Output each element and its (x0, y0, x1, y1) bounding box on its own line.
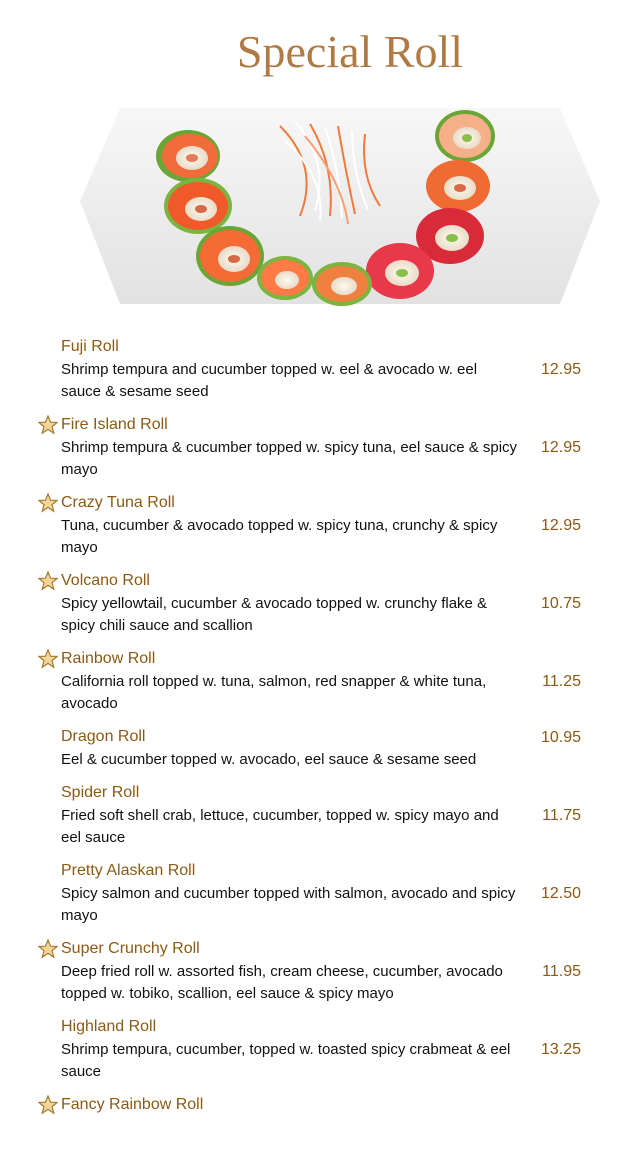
item-price: 13.25 (540, 1041, 581, 1058)
item-description: Eel & cucumber topped w. avocado, eel sauce & sesame seed (61, 751, 477, 768)
item-price: 11.25 (542, 673, 581, 690)
page-title: Special Roll (236, 26, 464, 77)
star-icon (38, 1095, 58, 1115)
menu-item (0, 492, 631, 570)
item-description: Shrimp tempura & cucumber topped w. spicy tuna, eel sauce & spicy mayo (61, 439, 518, 478)
item-name: Fuji Roll (61, 338, 119, 355)
star-icon (38, 649, 58, 669)
star-icon (38, 571, 58, 591)
item-price: 12.95 (540, 517, 581, 534)
item-description: Shrimp tempura and cucumber topped w. eel & avocado w. eel sauce & sesame seed (61, 361, 478, 400)
sushi-roll-photo (80, 106, 600, 306)
star-icon (38, 493, 58, 513)
item-description: Tuna, cucumber & avocado topped w. spicy tuna, crunchy & spicy mayo (61, 517, 498, 556)
item-name: Super Crunchy Roll (61, 940, 200, 957)
menu-item (0, 414, 631, 492)
item-name: Pretty Alaskan Roll (61, 862, 196, 879)
item-name: Highland Roll (61, 1018, 157, 1035)
item-price: 12.95 (540, 361, 581, 378)
star-icon (38, 415, 58, 435)
menu-item (0, 782, 631, 860)
item-description: Deep fried roll w. assorted fish, cream cheese, cucumber, avocado topped w. tobiko, scallion, eel sauce & spicy mayo (61, 963, 503, 1002)
menu-item (0, 938, 631, 1016)
item-price: 10.75 (540, 595, 581, 612)
item-name: Fancy Rainbow Roll (61, 1096, 204, 1113)
item-description: Spicy yellowtail, cucumber & avocado topped w. crunchy flake & spicy chili sauce and scallion (61, 595, 488, 634)
item-name: Crazy Tuna Roll (61, 494, 175, 511)
item-name: Volcano Roll (61, 572, 150, 589)
menu-item (0, 336, 631, 414)
menu-item (0, 648, 631, 726)
menu-list (0, 336, 631, 1172)
item-description: Shrimp tempura, cucumber, topped w. toasted spicy crabmeat & eel sauce (61, 1041, 511, 1080)
item-description: Fried soft shell crab, lettuce, cucumber, topped w. spicy mayo and eel sauce (61, 807, 499, 846)
menu-item (0, 860, 631, 938)
star-icon (38, 939, 58, 959)
menu-item (0, 726, 631, 782)
menu-item (0, 1016, 631, 1094)
item-price: 11.75 (542, 807, 581, 824)
item-name: Dragon Roll (61, 728, 146, 745)
item-description: Spicy salmon and cucumber topped with salmon, avocado and spicy mayo (61, 885, 516, 924)
item-name: Fire Island Roll (61, 416, 168, 433)
item-price: 12.95 (540, 439, 581, 456)
item-name: Spider Roll (61, 784, 140, 801)
menu-item (0, 1094, 631, 1172)
menu-item (0, 570, 631, 648)
item-description: California roll topped w. tuna, salmon, red snapper & white tuna, avocado (61, 673, 487, 712)
item-price: 11.95 (542, 963, 581, 980)
item-name: Rainbow Roll (61, 650, 156, 667)
item-price: 12.50 (540, 885, 581, 902)
item-price: 10.95 (540, 729, 581, 746)
